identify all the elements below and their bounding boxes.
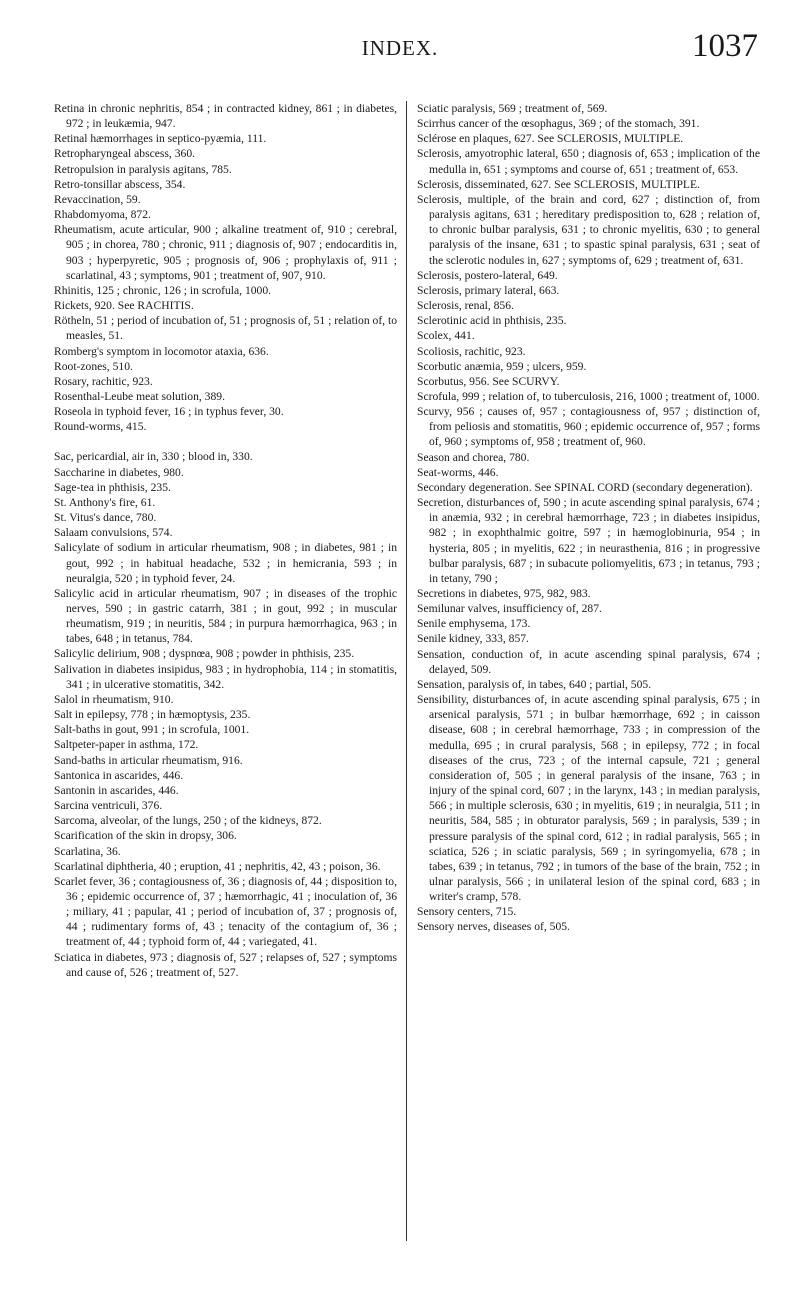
index-column-left bbox=[54, 101, 397, 980]
index-entry: Rhinitis, 125 ; chronic, 126 ; in scrofula, 1000. bbox=[54, 283, 272, 297]
index-entry: Rosenthal-Leube meat solution, 389. bbox=[54, 389, 225, 403]
page-title: INDEX. bbox=[361, 36, 439, 60]
index-entry: Salt-baths in gout, 991 ; in scrofula, 1001. bbox=[54, 723, 250, 737]
index-entry: St. Vitus's dance, 780. bbox=[54, 511, 157, 525]
index-entry: Sensory centers, 715. bbox=[417, 905, 517, 919]
index-entry: Seat-worms, 446. bbox=[417, 465, 499, 479]
index-entry: Semilunar valves, insufficiency of, 287. bbox=[417, 602, 602, 616]
index-entry: Revaccination, 59. bbox=[54, 192, 141, 206]
index-entry: Sensibility, disturbances of, in acute ascending spinal paralysis, 675 ; in arsenical paralysis, 571 ; in bulbar hæmorrhage, 692 ; in caisson disease, 608 ; in cerebral hæmorrhage, 733 ; in compression of the medulla, 695 ; in crural paralysis, 568 ; in epilepsy, 772 ; in focal diseases of the crus, 723 ; of the internal capsule, 721 ; general consideration of, 505 ; in general paralysis of the insane, 763 ; in injury of the spinal cord, 607 ; in the larynx, 143 ; in median paralysis, 566 ; in multiple sclerosis, 630 ; in myelitis, 619 ; in neuralgia, 511 ; in neuritis, 584, 585 ; in obturator paralysis, 569 ; in paralysis, 539 ; in pressure paralysis of the spinal cord, 612 ; in radial paralysis, 565 ; in sciatica, 526 ; in sciatic paralysis, 569 ; in syringomyelia, 678 ; in tabes, 639 ; in tetanus, 792 ; in tumors of the base of the brain, 752 ; in ulnar paralysis, 566 ; in unilateral lesion of the spinal cord, 683 ; in writer's cramp, 578. bbox=[417, 693, 760, 904]
index-entry: Sclerotinic acid in phthisis, 235. bbox=[417, 314, 567, 328]
index-entry: St. Anthony's fire, 61. bbox=[54, 495, 156, 509]
index-entry: Sac, pericardial, air in, 330 ; blood in, 330. bbox=[54, 450, 253, 464]
index-entry: Scorbutic anæmia, 959 ; ulcers, 959. bbox=[417, 359, 587, 373]
index-entry: Rhabdomyoma, 872. bbox=[54, 208, 151, 222]
index-entry: Sensation, conduction of, in acute ascending spinal paralysis, 674 ; delayed, 509. bbox=[417, 647, 760, 676]
index-entry: Retina in chronic nephritis, 854 ; in contracted kidney, 861 ; in diabetes, 972 ; in leukæmia, 947. bbox=[54, 102, 397, 131]
index-entry: Scorbutus, 956. See SCURVY. bbox=[417, 374, 560, 388]
index-entry: Round-worms, 415. bbox=[54, 420, 147, 434]
index-entry: Saltpeter-paper in asthma, 172. bbox=[54, 738, 199, 752]
index-entry: Roseola in typhoid fever, 16 ; in typhus fever, 30. bbox=[54, 405, 284, 419]
index-entry: Secondary degeneration. See SPINAL CORD (secondary degeneration). bbox=[417, 480, 753, 494]
index-entry: Retropharyngeal abscess, 360. bbox=[54, 147, 196, 161]
section-gap bbox=[54, 434, 397, 449]
index-entry: Salivation in diabetes insipidus, 983 ; in hydrophobia, 114 ; in stomatitis, 341 ; in ulcerative stomatitis, 342. bbox=[54, 662, 397, 691]
index-entry: Salicylic delirium, 908 ; dyspnœa, 908 ; powder in phthisis, 235. bbox=[54, 647, 355, 661]
index-entry: Scarification of the skin in dropsy, 306. bbox=[54, 829, 237, 843]
index-entry: Root-zones, 510. bbox=[54, 359, 133, 373]
index-entry: Rosary, rachitic, 923. bbox=[54, 374, 153, 388]
index-entry: Scarlatina, 36. bbox=[54, 844, 121, 858]
index-entry: Salol in rheumatism, 910. bbox=[54, 692, 174, 706]
index-entry: Retro-tonsillar abscess, 354. bbox=[54, 177, 186, 191]
index-entry: Retropulsion in paralysis agitans, 785. bbox=[54, 162, 232, 176]
index-entry: Sclerosis, disseminated, 627. See SCLEROSIS, MULTIPLE. bbox=[417, 177, 700, 191]
index-entry: Sclerosis, multiple, of the brain and cord, 627 ; distinction of, from paralysis agitans, 631 ; hereditary predisposition to, 628 ; relation of, to chronic bulbar paralysis, 631 ; to chronic myelitis, 630 ; to general paralysis of the insane, 631 ; to spastic spinal paralysis, 631 ; seat of the sclerotic nodules in, 627 ; symptoms of, 629 ; treatment of, 631. bbox=[417, 192, 760, 267]
index-entry: Sciatica in diabetes, 973 ; diagnosis of, 527 ; relapses of, 527 ; symptoms and cause of, 526 ; treatment of, 527. bbox=[54, 950, 397, 979]
index-entry: Sclerosis, amyotrophic lateral, 650 ; diagnosis of, 653 ; implication of the medulla in, 651 ; symptoms and course of, 651 ; treatment of, 653. bbox=[417, 147, 760, 176]
index-entry: Santonica in ascarides, 446. bbox=[54, 768, 184, 782]
index-entry: Sensory nerves, diseases of, 505. bbox=[417, 920, 570, 934]
index-entry: Romberg's symptom in locomotor ataxia, 636. bbox=[54, 344, 269, 358]
index-entry: Salaam convulsions, 574. bbox=[54, 526, 173, 540]
index-entry: Scirrhus cancer of the œsophagus, 369 ; of the stomach, 391. bbox=[417, 117, 700, 131]
index-entry: Sage-tea in phthisis, 235. bbox=[54, 480, 171, 494]
index-entry: Scarlatinal diphtheria, 40 ; eruption, 41 ; nephritis, 42, 43 ; poison, 36. bbox=[54, 859, 381, 873]
index-entry: Sclerosis, primary lateral, 663. bbox=[417, 283, 560, 297]
index-entry: Scrofula, 999 ; relation of, to tuberculosis, 216, 1000 ; treatment of, 1000. bbox=[417, 389, 760, 403]
index-entry: Santonin in ascarides, 446. bbox=[54, 783, 179, 797]
index-entry: Sciatic paralysis, 569 ; treatment of, 569. bbox=[417, 102, 608, 115]
page-number: 1037 bbox=[692, 28, 758, 64]
index-entry: Season and chorea, 780. bbox=[417, 450, 530, 464]
index-entry: Secretion, disturbances of, 590 ; in acute ascending spinal paralysis, 674 ; in anæmia, 932 ; in cerebral hæmorrhage, 723 ; in diabetes insipidus, 982 ; in exophthalmic goitre, 597 ; in hæmoglobinuria, 954 ; in hysteria, 805 ; in myelitis, 622 ; in neurasthenia, 816 ; in progressive bulbar paralysis, 687 ; in subacute poliomyelitis, 673 ; in tetanus, 793 ; in tetany, 790 ; bbox=[417, 496, 760, 585]
index-entry: Retinal hæmorrhages in septico-pyæmia, 111. bbox=[54, 132, 267, 146]
index-entry: Sarcina ventriculi, 376. bbox=[54, 799, 163, 813]
index-entry: Sclerosis, postero-lateral, 649. bbox=[417, 268, 558, 282]
index-entry: Scarlet fever, 36 ; contagiousness of, 36 ; diagnosis of, 44 ; disposition to, 36 ; epidemic occurrence of, 37 ; hæmorrhagic, 41 ; inoculation of, 36 ; miliary, 41 ; papular, 41 ; period of incubation of, 37 ; prognosis of, 44 ; rudimentary forms of, 43 ; tenacity of the contagium of, 36 ; treatment of, 44 ; typhoid form of, 44 ; variegated, 41. bbox=[54, 874, 397, 949]
index-column-right bbox=[417, 101, 760, 935]
index-entry: Scurvy, 956 ; causes of, 957 ; contagiousness of, 957 ; distinction of, from peliosis and stomatitis, 960 ; epidemic occurrence of, 957 ; forms of, 960 ; symptoms of, 958 ; treatment of, 960. bbox=[417, 405, 760, 449]
index-entry: Scolex, 441. bbox=[417, 329, 475, 343]
index-entry: Sand-baths in articular rheumatism, 916. bbox=[54, 753, 243, 767]
index-entry: Salicylate of sodium in articular rheumatism, 908 ; in diabetes, 981 ; in gout, 992 ; in habitual headache, 532 ; in hemicrania, 593 ; in neuralgia, 520 ; in typhoid fever, 24. bbox=[54, 541, 397, 585]
index-entry: Sclerosis, renal, 856. bbox=[417, 299, 514, 313]
index-entry: Rötheln, 51 ; period of incubation of, 51 ; prognosis of, 51 ; relation of, to measles, 51. bbox=[54, 314, 397, 343]
index-entry: Salicylic acid in articular rheumatism, 907 ; in diseases of the trophic nerves, 590 ; in gastric catarrh, 381 ; in gout, 992 ; in muscular rheumatism, 919 ; in neuritis, 584 ; in purpura hæmorrhagica, 963 ; in tabes, 648 ; in tetanus, 784. bbox=[54, 586, 397, 646]
index-entry: Sensation, paralysis of, in tabes, 640 ; partial, 505. bbox=[417, 677, 652, 691]
index-entry: Senile emphysema, 173. bbox=[417, 617, 531, 631]
index-entry: Sclérose en plaques, 627. See SCLEROSIS, MULTIPLE. bbox=[417, 132, 684, 146]
index-entry: Saccharine in diabetes, 980. bbox=[54, 465, 184, 479]
index-entry: Rickets, 920. See RACHITIS. bbox=[54, 299, 194, 313]
index-entry: Sarcoma, alveolar, of the lungs, 250 ; of the kidneys, 872. bbox=[54, 814, 322, 828]
column-divider bbox=[406, 101, 407, 1241]
index-entry: Salt in epilepsy, 778 ; in hæmoptysis, 235. bbox=[54, 708, 251, 722]
index-entry: Senile kidney, 333, 857. bbox=[417, 632, 529, 646]
index-entry: Secretions in diabetes, 975, 982, 983. bbox=[417, 587, 591, 600]
index-entry: Rheumatism, acute articular, 900 ; alkaline treatment of, 910 ; cerebral, 905 ; in chorea, 780 ; chronic, 911 ; diagnosis of, 907 ; endocarditis in, 903 ; hyperpyretic, 905 ; prognosis of, 906 ; prophylaxis of, 911 ; scarlatinal, 43 ; symptoms, 901 ; treatment of, 907, 910. bbox=[54, 223, 397, 282]
index-entry: Scoliosis, rachitic, 923. bbox=[417, 344, 526, 358]
